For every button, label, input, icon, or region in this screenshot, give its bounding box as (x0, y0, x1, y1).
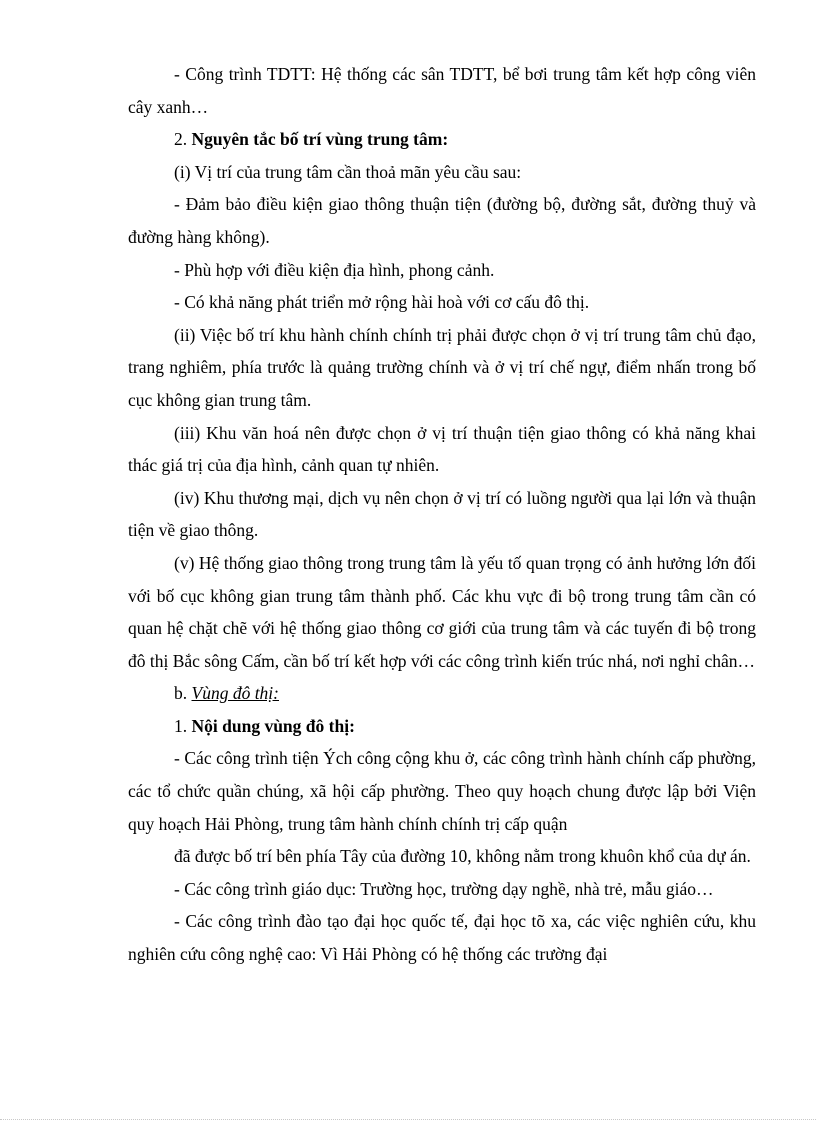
heading-title: Nội dung vùng đô thị: (191, 715, 355, 736)
paragraph-expansion: - Có khả năng phát triển mở rộng hài hoà với cơ cấu đô thị. (174, 292, 590, 313)
paragraph-university-research: - Các công trình đào tạo đại học quốc tế, đại học tõ xa, các việc nghiên cứu, khu nghiên cứu công nghệ cao: Vì Hải Phòng có hệ thống các trường đại (128, 911, 756, 965)
heading-number: 2. (174, 129, 192, 150)
paragraph-administrative-zone: (ii) Việc bố trí khu hành chính chính trị phải được chọn ở vị trí trung tâm chủ đạo, trang nghiêm, phía trước là quảng trường chính và ở vị trí chế ngự, điểm nhấn trong bố cục không gian trung tâm. (128, 324, 756, 410)
page-bottom-border (0, 1119, 816, 1120)
subsection-letter: b. (174, 683, 192, 704)
paragraph-cultural-zone: (iii) Khu văn hoá nên được chọn ở vị trí thuận tiện giao thông có khả năng khai thác giá trị của địa hình, cảnh quan tự nhiên. (128, 422, 756, 476)
paragraph-west-road-10: đã được bố trí bên phía Tây của đường 10, không nằm trong khuôn khổ của dự án. (174, 846, 751, 867)
heading-title: Nguyên tắc bố trí vùng trung tâm: (191, 129, 449, 150)
subsection-urban-zone (128, 677, 756, 710)
paragraph-terrain-fit: - Phù hợp với điều kiện địa hình, phong cảnh. (174, 259, 495, 280)
document-body (128, 58, 756, 971)
paragraph-sports-facilities: - Công trình TDTT: Hệ thống các sân TDTT, bể bơi trung tâm kết hợp công viên cây xanh… (128, 64, 756, 117)
heading-central-zone-principles (128, 123, 756, 156)
paragraph-traffic-system: (v) Hệ thống giao thông trong trung tâm là yếu tố quan trọng có ảnh hưởng lớn đối với bố cục không gian trung tâm thành phố. Các khu vực đi bộ trong trung tâm cần có quan hệ chặt chẽ với hệ thống giao thông cơ giới của trung tâm và các tuyến đi bộ trong đô thị Bắc sông Cấm, cần bố trí kết hợp với các công trình kiến trúc nhá, nơi nghỉ chân… (128, 552, 756, 671)
paragraph-commercial-zone: (iv) Khu thương mại, dịch vụ nên chọn ở vị trí có luồng người qua lại lớn và thuận tiện về giao thông. (128, 487, 756, 541)
heading-urban-zone-content (128, 710, 756, 743)
paragraph-transport-conditions: - Đảm bảo điều kiện giao thông thuận tiện (đường bộ, đường sắt, đường thuỷ và đường hàng không). (128, 194, 756, 247)
subsection-title: Vùng đô thị: (191, 683, 279, 704)
paragraph-public-utilities: - Các công trình tiện Ých công cộng khu ở, các công trình hành chính cấp phường, các tổ chức quần chúng, xã hội cấp phường. Theo quy hoạch chung được lập bởi Viện quy hoạch Hải Phòng, trung tâm hành chính chính trị cấp quận (128, 748, 756, 834)
heading-number: 1. (174, 715, 192, 736)
paragraph-location-requirements: (i) Vị trí của trung tâm cần thoả mãn yêu cầu sau: (174, 161, 522, 182)
paragraph-education-facilities: - Các công trình giáo dục: Trường học, trường dạy nghề, nhà trẻ, mẫu giáo… (174, 878, 714, 899)
